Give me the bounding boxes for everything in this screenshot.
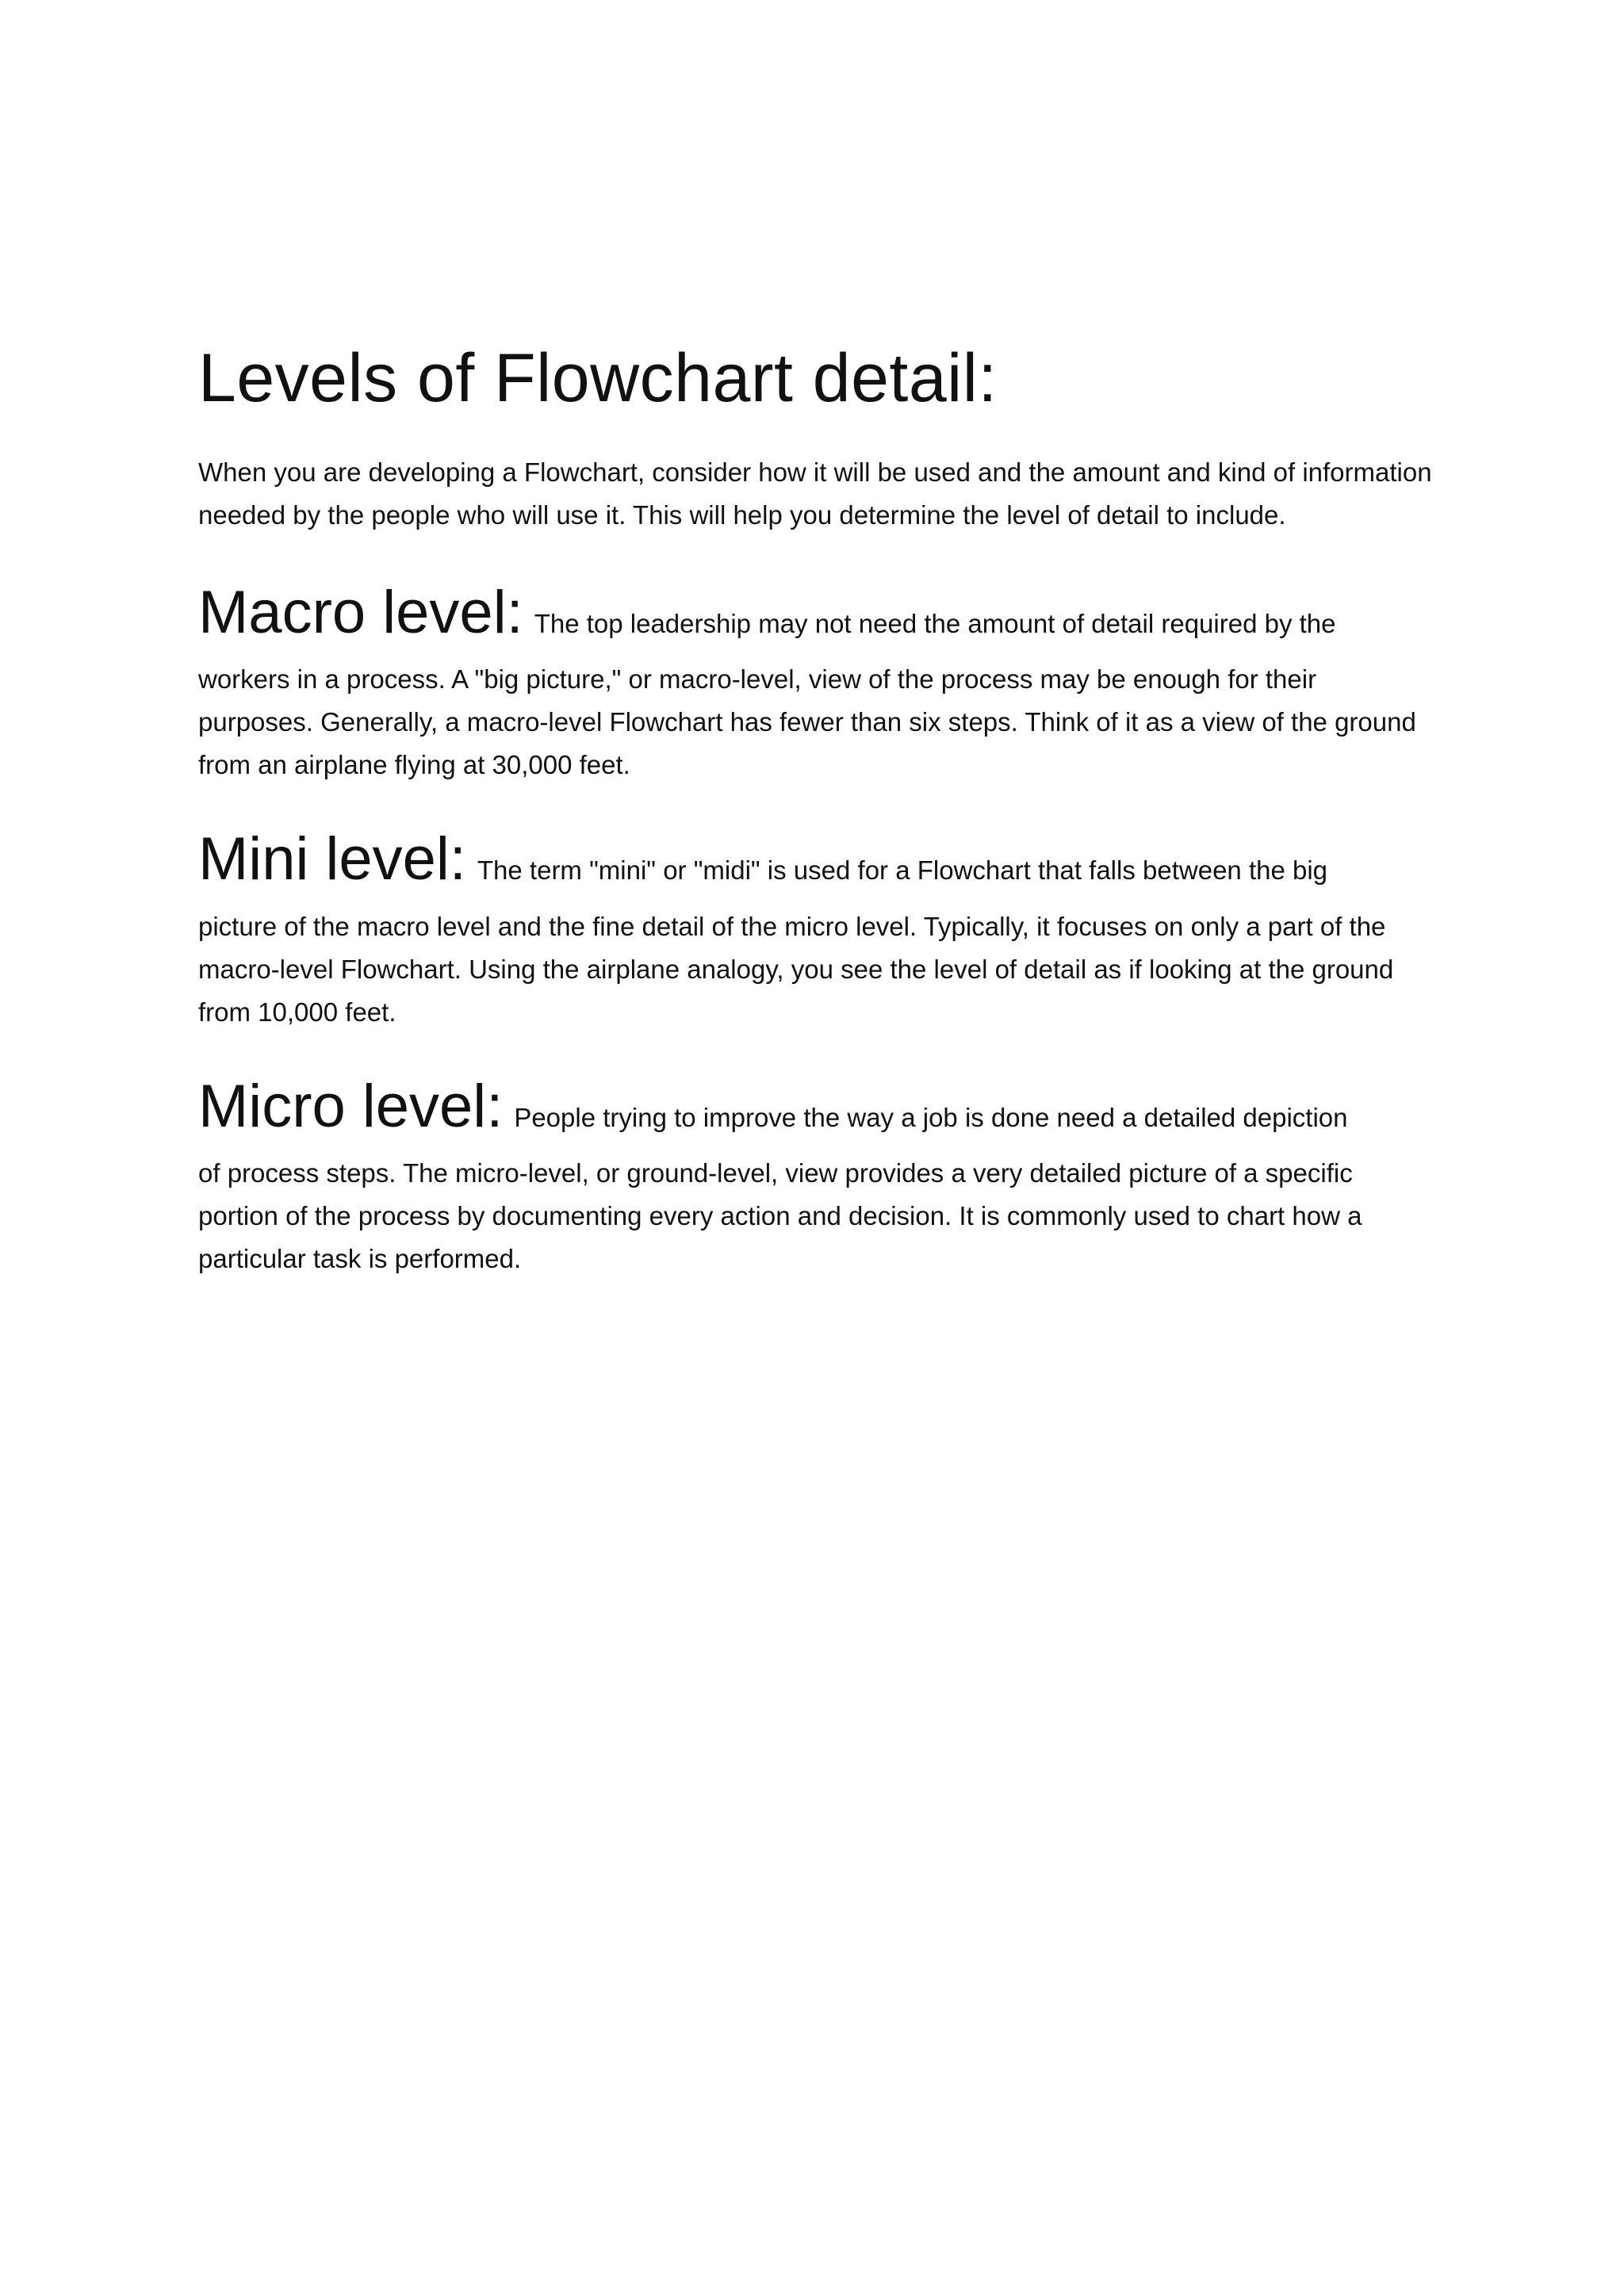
intro-paragraph: When you are developing a Flowchart, consider how it will be used and the amount and kind of information needed by the people who will use it. This will help you determine the level of detail to include. bbox=[198, 457, 1432, 530]
section-first-line bbox=[198, 825, 1435, 894]
section-body-text: workers in a process. A "big picture," or macro-level, view of the process may be enough for their purposes. Generally, a macro-level Flowchart has fewer than six steps. Think of it as a view of the ground from an airplane flying at 30,000 feet. bbox=[198, 664, 1416, 780]
section-body-text: of process steps. The micro-level, or ground-level, view provides a very detailed picture of a specific portion of the process by documenting every action and decision. It is commonly used to chart how a particular task is performed. bbox=[198, 1158, 1362, 1274]
section-first-line bbox=[198, 578, 1435, 647]
section-heading: Mini level: bbox=[198, 825, 466, 894]
section-lead-text: The term "mini" or "midi" is used for a Flowchart that falls between the big bbox=[477, 855, 1328, 886]
section-heading: Micro level: bbox=[198, 1072, 504, 1140]
page-title: Levels of Flowchart detail: bbox=[198, 340, 998, 416]
section-heading: Macro level: bbox=[198, 578, 523, 646]
section-macro-level bbox=[198, 578, 1435, 786]
section-lead-text: People trying to improve the way a job is done need a detailed depiction bbox=[514, 1102, 1348, 1132]
section-lead-text: The top leadership may not need the amount of detail required by the bbox=[534, 608, 1336, 638]
section-body-text: picture of the macro level and the fine detail of the micro level. Typically, it focuses on only a part of the macro-level Flowchart. Using the airplane analogy, you see the level of detail as if looking at the ground from 10,000 feet. bbox=[198, 911, 1394, 1027]
section-micro-level bbox=[198, 1072, 1435, 1280]
section-mini-level bbox=[198, 825, 1435, 1033]
section-first-line bbox=[198, 1072, 1435, 1141]
document-page bbox=[198, 339, 1435, 1318]
